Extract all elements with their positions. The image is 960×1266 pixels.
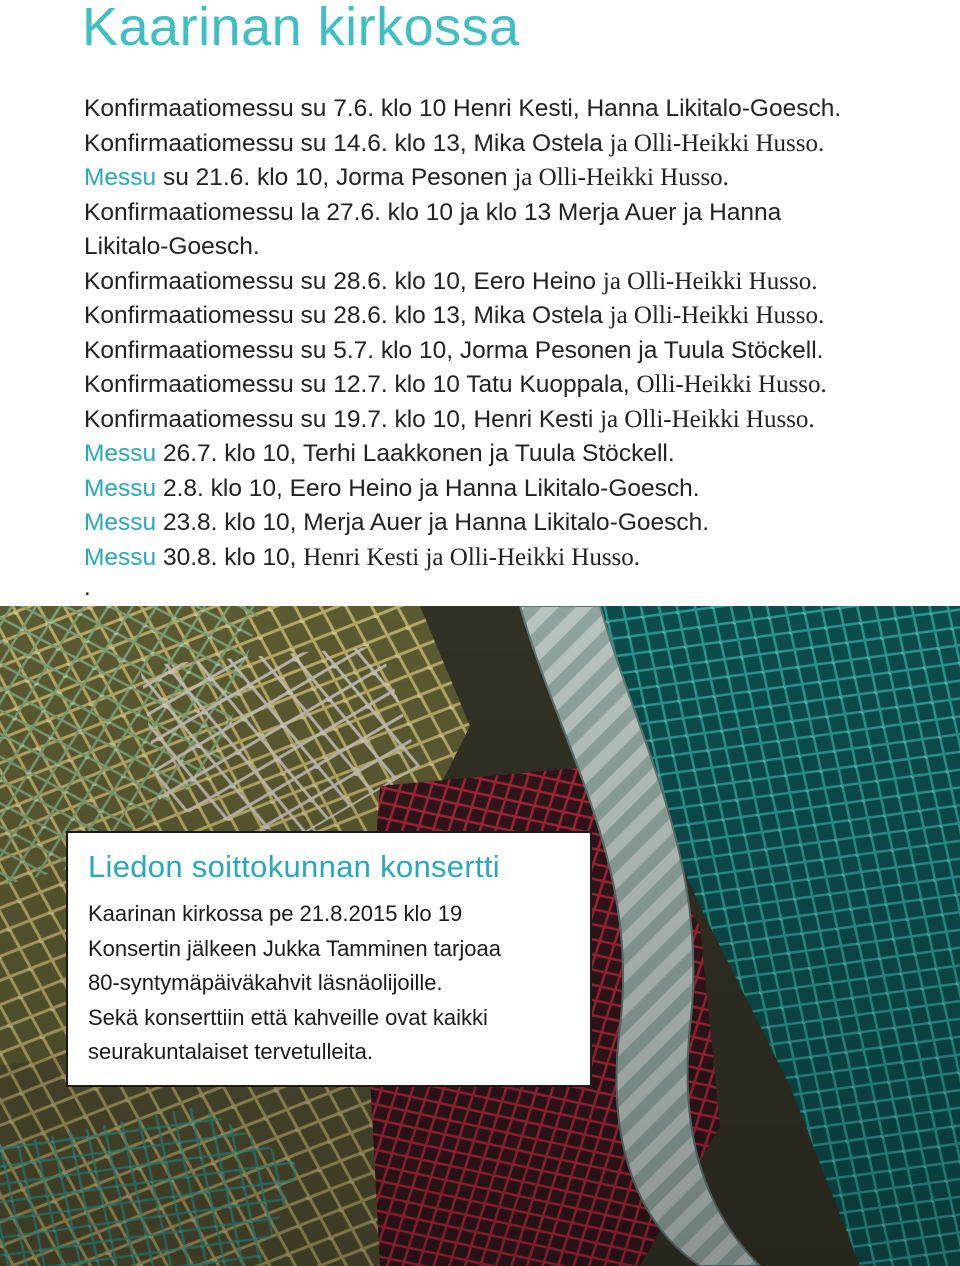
- service-schedule: [84, 92, 944, 601]
- service-type-messu: Messu: [84, 164, 157, 191]
- service-details: la 27.6. klo 10 ja klo 13 Merja Auer ja Hanna: [293, 198, 782, 226]
- service-type-messu: Messu: [84, 509, 157, 536]
- service-officiants: ja Olli-Heikki Husso.: [514, 164, 729, 191]
- service-type: Konfirmaatiomessu: [84, 405, 294, 433]
- service-details: su 5.7. klo 10, Jorma Pesonen ja Tuula Stöckell.: [293, 336, 824, 364]
- service-type: Konfirmaatiomessu: [84, 198, 294, 226]
- service-type: Konfirmaatiomessu: [84, 336, 294, 364]
- schedule-line: [84, 299, 944, 334]
- service-details: su 21.6. klo 10, Jorma Pesonen: [156, 164, 515, 191]
- service-details: 23.8. klo 10, Merja Auer ja Hanna Likitalo-Goesch.: [156, 509, 710, 536]
- concert-line: Konsertin jälkeen Jukka Tamminen tarjoaa: [88, 935, 501, 961]
- schedule-line: [84, 506, 944, 541]
- service-details: su 12.7. klo 10 Tatu Kuoppala,: [293, 371, 637, 398]
- service-type: Konfirmaatiomessu: [84, 129, 294, 157]
- schedule-line: [84, 92, 944, 127]
- concert-line: Kaarinan kirkossa pe 21.8.2015 klo 19: [88, 901, 463, 926]
- schedule-line: [84, 265, 944, 300]
- service-type-messu: Messu: [84, 440, 157, 467]
- concert-notice: [66, 831, 592, 1087]
- service-type: Konfirmaatiomessu: [84, 267, 294, 295]
- concert-line: 80-syntymäpäiväkahvit läsnäolijoille.: [88, 970, 443, 995]
- service-details: Likitalo-Goesch.: [84, 233, 260, 260]
- concert-title: Liedon soittokunnan konsertti: [88, 849, 500, 884]
- service-officiants: ja Olli-Heikki Husso.: [609, 129, 825, 157]
- page-title: Kaarinan kirkossa: [82, 0, 520, 57]
- concert-details: [88, 897, 590, 1070]
- service-officiants: Olli-Heikki Husso.: [636, 371, 827, 398]
- schedule-line: [84, 127, 944, 162]
- service-type: Konfirmaatiomessu: [84, 371, 294, 398]
- trailing-dot: .: [84, 574, 91, 601]
- service-type: Konfirmaatiomessu: [84, 95, 294, 122]
- schedule-line: [84, 541, 944, 576]
- service-officiants: Henri Kesti ja Olli-Heikki Husso.: [303, 543, 641, 571]
- schedule-line: [84, 230, 944, 265]
- schedule-line: [84, 403, 944, 438]
- service-details: su 7.6. klo 10 Henri Kesti, Hanna Likitalo-Goesch.: [293, 95, 842, 122]
- schedule-line: [84, 196, 944, 231]
- service-officiants: ja Olli-Heikki Husso.: [609, 302, 825, 329]
- service-type-messu: Messu: [84, 474, 157, 502]
- service-officiants: ja Olli-Heikki Husso.: [600, 405, 815, 433]
- service-details: su 28.6. klo 10, Eero Heino: [293, 267, 603, 295]
- service-details: su 19.7. klo 10, Henri Kesti: [293, 405, 601, 433]
- schedule-line: [84, 437, 944, 472]
- concert-line: seurakuntalaiset tervetulleita.: [88, 1039, 373, 1064]
- service-type: Konfirmaatiomessu: [84, 302, 294, 329]
- service-details: su 28.6. klo 13, Mika Ostela: [293, 302, 610, 329]
- schedule-line: [84, 161, 944, 196]
- service-details: su 14.6. klo 13, Mika Ostela: [293, 129, 610, 157]
- service-details: 30.8. klo 10,: [156, 543, 304, 571]
- concert-line: Sekä konserttiin että kahveille ovat kaikki: [88, 1004, 488, 1030]
- service-details: 2.8. klo 10, Eero Heino ja Hanna Likitalo-Goesch.: [156, 474, 700, 502]
- service-type-messu: Messu: [84, 543, 157, 571]
- schedule-line: [84, 472, 944, 507]
- service-details: 26.7. klo 10, Terhi Laakkonen ja Tuula Stöckell.: [156, 440, 675, 467]
- schedule-line: [84, 368, 944, 403]
- service-officiants: ja Olli-Heikki Husso.: [602, 267, 818, 295]
- schedule-line: [84, 334, 944, 369]
